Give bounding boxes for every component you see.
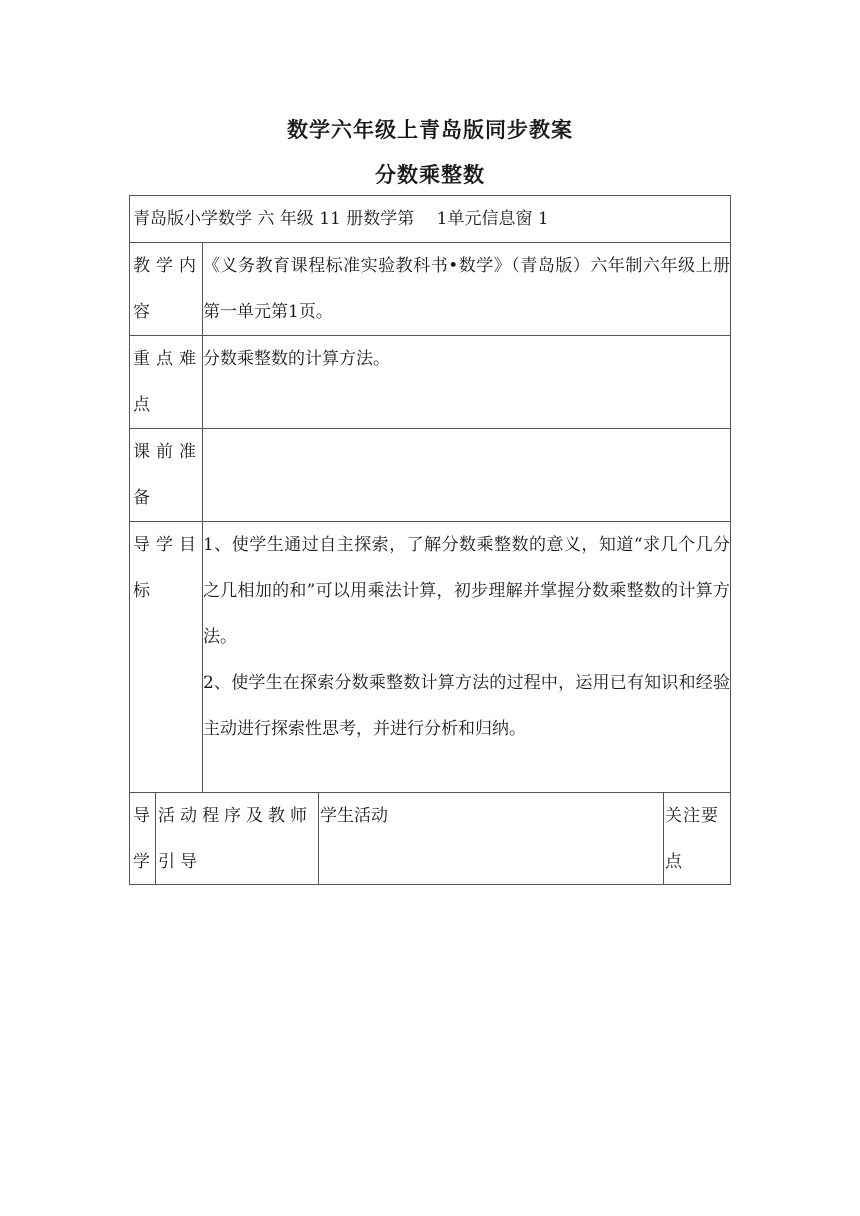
table-row-activity-header bbox=[129, 792, 731, 885]
table-row-key-points bbox=[129, 335, 731, 429]
student-activity-label: 学生活动 bbox=[320, 806, 388, 826]
goal-item-2: 2、使学生在探索分数乘整数计算方法的过程中，运用已有知识和经验主动进行探索性思考，并进行分析和归纳。 bbox=[203, 673, 730, 739]
row-label: 重点难点 bbox=[133, 349, 202, 415]
goal-item-1: 1、使学生通过自主探索，了解分数乘整数的意义，知道“求几个几分之几相加的和”可以用乘法计算，初步理解并掌握分数乘整数的计算方法。 bbox=[203, 535, 730, 647]
row-label: 导学目标 bbox=[133, 535, 202, 601]
column-divider bbox=[318, 793, 319, 884]
table-row-teaching-content bbox=[129, 242, 731, 336]
table-row-learning-goals bbox=[129, 521, 731, 793]
row-label: 教学内容 bbox=[133, 256, 202, 322]
header-row-text: 青岛版小学数学 六 年级 11 册数学第 1单元信息窗 1 bbox=[133, 209, 549, 229]
table-header-row bbox=[129, 195, 731, 243]
row-label: 课前准备 bbox=[133, 442, 202, 508]
focus-points-label: 关注要点 bbox=[665, 806, 719, 872]
column-divider bbox=[663, 793, 664, 884]
row-content: 《义务教育课程标准实验教科书•数学》（青岛版）六年制六年级上册第一单元第1页。 bbox=[203, 256, 730, 322]
row-content: 分数乘整数的计算方法。 bbox=[203, 349, 390, 369]
guided-learning-label: 导学 bbox=[133, 806, 150, 872]
document-title: 数学六年级上青岛版同步教案 bbox=[287, 118, 573, 142]
document-subtitle: 分数乘整数 bbox=[375, 163, 485, 187]
table-row-preparation bbox=[129, 428, 731, 522]
activity-procedure-label: 活动程序及教师引导 bbox=[158, 806, 312, 872]
column-divider bbox=[155, 793, 156, 884]
